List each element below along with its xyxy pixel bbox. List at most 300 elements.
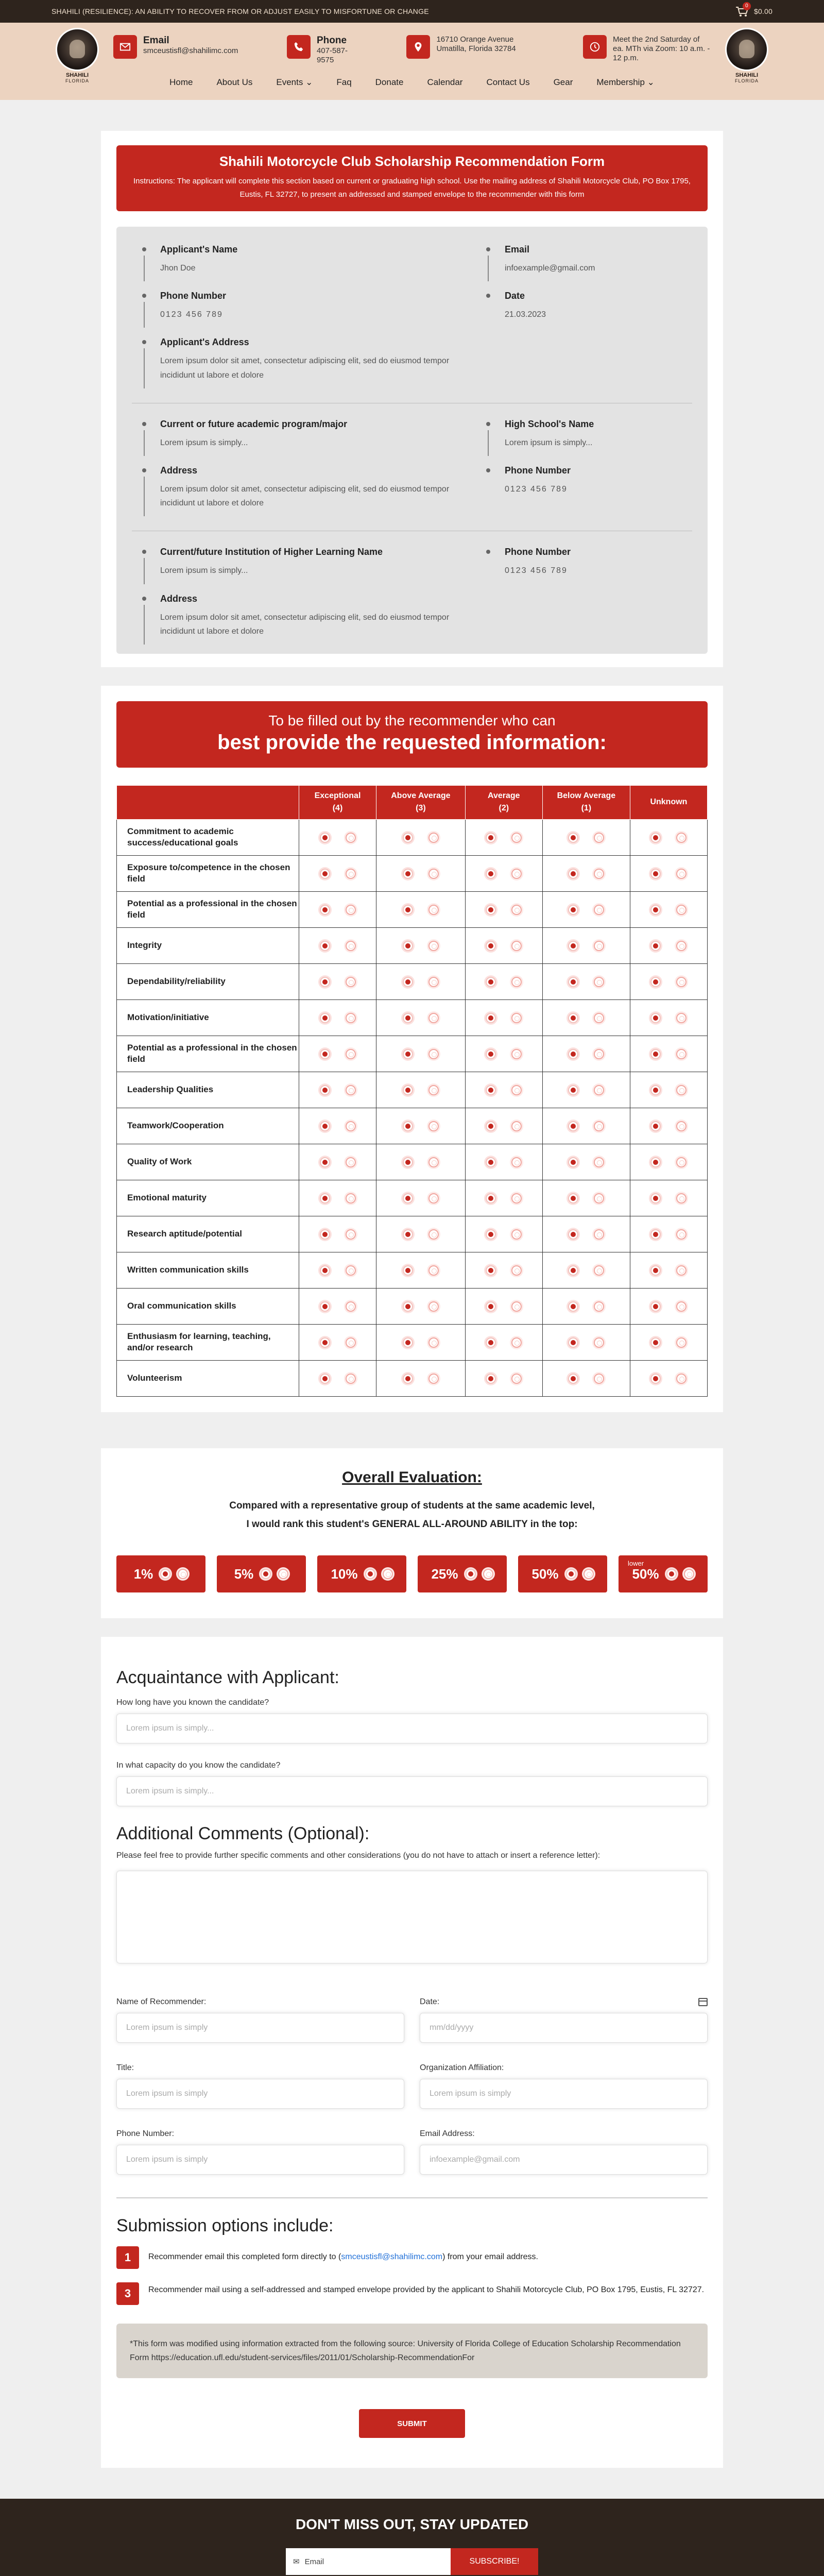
rating-cell [630, 1144, 707, 1180]
radio-unselected[interactable] [594, 1121, 604, 1131]
radio-unselected[interactable] [594, 1013, 604, 1023]
rating-cell [376, 819, 466, 855]
radio-unselected[interactable] [676, 869, 686, 879]
radio-selected[interactable] [568, 1301, 578, 1312]
rating-cell [542, 1288, 630, 1324]
radio-unselected[interactable] [676, 1265, 686, 1276]
top-bar [0, 0, 824, 23]
radio-unselected[interactable] [511, 977, 522, 987]
nav-calendar[interactable]: Calendar [427, 77, 463, 87]
title-input[interactable]: Lorem ipsum is simply [116, 2079, 404, 2109]
radio-unselected[interactable] [583, 1569, 594, 1579]
percentile-10[interactable] [317, 1555, 406, 1592]
radio-unselected[interactable] [511, 905, 522, 915]
radio-unselected[interactable] [511, 1337, 522, 1348]
radio-unselected[interactable] [346, 1374, 356, 1384]
radio-selected[interactable] [650, 1013, 661, 1023]
submit-button[interactable]: SUBMIT [359, 2409, 465, 2438]
radio-selected[interactable] [403, 1049, 413, 1059]
radio-selected[interactable] [320, 1374, 330, 1384]
radio-unselected[interactable] [676, 1229, 686, 1240]
calendar-icon[interactable] [698, 1998, 708, 2006]
rating-cell [376, 927, 466, 963]
rating-cell [465, 1180, 542, 1216]
radio-selected[interactable] [486, 1085, 496, 1095]
col-name: Unknown [650, 798, 688, 807]
field-label: Current or future academic program/major [160, 418, 348, 429]
radio-unselected[interactable] [346, 1049, 356, 1059]
criterion-label: Exposure to/competence in the chosen field [117, 855, 299, 891]
radio-selected[interactable] [568, 1049, 578, 1059]
email-value[interactable]: smceustisfl@shahilimc.com [143, 46, 238, 55]
rating-cell [630, 819, 707, 855]
radio-selected[interactable] [650, 869, 661, 879]
radio-unselected[interactable] [346, 941, 356, 951]
radio-selected[interactable] [650, 977, 661, 987]
radio-unselected[interactable] [594, 1157, 604, 1167]
overall-line2: I would rank this student's GENERAL ALL-AROUND ABILITY in the top: [246, 1518, 578, 1530]
radio-unselected[interactable] [346, 1085, 356, 1095]
header-unknown [630, 785, 707, 819]
radio-unselected[interactable] [676, 1085, 686, 1095]
comments-textarea[interactable] [116, 1871, 708, 1963]
radio-selected[interactable] [486, 1374, 496, 1384]
contact-phone[interactable] [287, 35, 358, 65]
header-exceptional [299, 785, 376, 819]
radio-selected[interactable] [320, 1013, 330, 1023]
rating-cell [299, 1180, 376, 1216]
rating-cell [630, 1180, 707, 1216]
nav-gear[interactable]: Gear [553, 77, 573, 87]
radio-unselected[interactable] [676, 1121, 686, 1131]
skull-logo-icon [725, 28, 768, 71]
nav-donate[interactable]: Donate [375, 77, 404, 87]
site-header [0, 23, 824, 100]
institution-address-field [132, 594, 466, 638]
radio-selected[interactable] [568, 869, 578, 879]
radio-selected[interactable] [650, 1337, 661, 1348]
email-field [486, 244, 692, 275]
nav-events[interactable] [276, 77, 313, 88]
radio-unselected[interactable] [511, 833, 522, 843]
radio-selected[interactable] [650, 1229, 661, 1240]
school-phone-field [486, 465, 692, 496]
radio-selected[interactable] [650, 1301, 661, 1312]
radio-selected[interactable] [403, 1121, 413, 1131]
radio-unselected[interactable] [428, 1085, 439, 1095]
nav-about[interactable]: About Us [216, 77, 253, 87]
criterion-label: Commitment to academic success/educational goals [117, 819, 299, 855]
percentile-lower-50[interactable] [619, 1555, 708, 1592]
date-label: Date: [420, 1997, 440, 2007]
radio-unselected[interactable] [178, 1569, 188, 1579]
radio-unselected[interactable] [346, 1013, 356, 1023]
criterion-label: Enthusiasm for learning, teaching, and/or research [117, 1324, 299, 1360]
recommender-name-input[interactable]: Lorem ipsum is simply [116, 2013, 404, 2043]
rating-cell [465, 999, 542, 1036]
radio-selected[interactable] [568, 977, 578, 987]
rating-cell [465, 1252, 542, 1288]
rating-cell [630, 1252, 707, 1288]
radio-selected[interactable] [466, 1569, 476, 1579]
radio-unselected[interactable] [676, 1013, 686, 1023]
date-label-row [420, 1997, 708, 2007]
logo-right[interactable] [721, 28, 772, 90]
radio-unselected[interactable] [428, 1121, 439, 1131]
radio-unselected[interactable] [346, 1265, 356, 1276]
radio-selected[interactable] [568, 1157, 578, 1167]
radio-unselected[interactable] [511, 1013, 522, 1023]
date-field [486, 291, 692, 321]
radio-unselected[interactable] [428, 869, 439, 879]
radio-selected[interactable] [568, 1121, 578, 1131]
radio-unselected[interactable] [428, 977, 439, 987]
radio-selected[interactable] [320, 1157, 330, 1167]
radio-selected[interactable] [320, 977, 330, 987]
table-row [117, 1324, 708, 1360]
radio-unselected[interactable] [676, 977, 686, 987]
email-placeholder: Email [304, 2557, 324, 2566]
radio-unselected[interactable] [511, 1193, 522, 1204]
radio-selected[interactable] [320, 1265, 330, 1276]
radio-selected[interactable] [486, 1157, 496, 1167]
radio-unselected[interactable] [594, 1337, 604, 1348]
radio-unselected[interactable] [278, 1569, 288, 1579]
cart[interactable] [735, 3, 772, 16]
comments-desc: Please feel free to provide further specific comments and other considerations (you do not have to attach or insert a reference letter): [116, 1851, 600, 1860]
recommender-section [101, 1637, 723, 2468]
radio-unselected[interactable] [346, 1121, 356, 1131]
radio-unselected[interactable] [428, 1229, 439, 1240]
radio-unselected[interactable] [594, 1049, 604, 1059]
radio-unselected[interactable] [428, 1374, 439, 1384]
radio-selected[interactable] [320, 1337, 330, 1348]
table-row [117, 1360, 708, 1396]
capacity-input[interactable]: Lorem ipsum is simply... [116, 1776, 708, 1806]
radio-selected[interactable] [486, 1265, 496, 1276]
radio-selected[interactable] [568, 1085, 578, 1095]
radio-unselected[interactable] [428, 941, 439, 951]
nav-faq[interactable]: Faq [336, 77, 352, 87]
percentile-5[interactable] [217, 1555, 306, 1592]
radio-selected[interactable] [650, 1193, 661, 1204]
radio-unselected[interactable] [511, 869, 522, 879]
field-value: 0123 456 789 [160, 310, 223, 319]
radio-selected[interactable] [486, 1229, 496, 1240]
radio-selected[interactable] [403, 1085, 413, 1095]
radio-selected[interactable] [568, 1229, 578, 1240]
percentile-25[interactable] [418, 1555, 507, 1592]
radio-unselected[interactable] [676, 1374, 686, 1384]
radio-selected[interactable] [486, 905, 496, 915]
percentile-1[interactable] [116, 1555, 205, 1592]
pct-label: 1% [133, 1566, 153, 1582]
radio-selected[interactable] [320, 1301, 330, 1312]
radio-unselected[interactable] [676, 1193, 686, 1204]
radio-selected[interactable] [486, 833, 496, 843]
radio-selected[interactable] [650, 1374, 661, 1384]
radio-unselected[interactable] [346, 1337, 356, 1348]
field-label: Applicant's Name [160, 244, 238, 255]
pct-label: 50% [531, 1566, 559, 1582]
radio-selected[interactable] [486, 1013, 496, 1023]
rating-cell [542, 819, 630, 855]
radio-unselected[interactable] [511, 1374, 522, 1384]
radio-unselected[interactable] [511, 1049, 522, 1059]
radio-selected[interactable] [403, 1301, 413, 1312]
radio-selected[interactable] [403, 1229, 413, 1240]
rating-header-row [117, 785, 708, 819]
radio-selected[interactable] [403, 1374, 413, 1384]
col-score: (3) [416, 804, 426, 813]
radio-unselected[interactable] [511, 1301, 522, 1312]
email-input[interactable]: infoexample@gmail.com [420, 2145, 708, 2175]
radio-selected[interactable] [650, 905, 661, 915]
radio-selected[interactable] [403, 869, 413, 879]
radio-unselected[interactable] [428, 1013, 439, 1023]
radio-selected[interactable] [403, 977, 413, 987]
radio-selected[interactable] [320, 869, 330, 879]
radio-selected[interactable] [160, 1569, 170, 1579]
radio-selected[interactable] [666, 1569, 677, 1579]
radio-selected[interactable] [568, 833, 578, 843]
email-link[interactable]: smceustisfl@shahilimc.com [341, 2252, 443, 2262]
rating-cell [376, 891, 466, 927]
radio-selected[interactable] [320, 1049, 330, 1059]
radio-selected[interactable] [403, 1157, 413, 1167]
radio-unselected[interactable] [594, 1229, 604, 1240]
radio-unselected[interactable] [684, 1569, 694, 1579]
radio-selected[interactable] [568, 1193, 578, 1204]
header-blank [117, 785, 299, 819]
pct-label: 50% [632, 1566, 659, 1582]
radio-selected[interactable] [403, 833, 413, 843]
radio-unselected[interactable] [594, 1374, 604, 1384]
radio-selected[interactable] [486, 869, 496, 879]
radio-selected[interactable] [486, 1337, 496, 1348]
radio-unselected[interactable] [428, 905, 439, 915]
radio-unselected[interactable] [428, 1157, 439, 1167]
radio-selected[interactable] [568, 1337, 578, 1348]
field-value: Lorem ipsum dolor sit amet, consectetur adipiscing elit, sed do eiusmod tempor incididunt ut labore et dolore [160, 484, 450, 508]
rating-cell [376, 1216, 466, 1252]
radio-selected[interactable] [650, 1157, 661, 1167]
radio-selected[interactable] [486, 1193, 496, 1204]
radio-selected[interactable] [320, 1193, 330, 1204]
rating-cell [542, 999, 630, 1036]
radio-selected[interactable] [568, 905, 578, 915]
radio-selected[interactable] [403, 941, 413, 951]
header-average [465, 785, 542, 819]
radio-selected[interactable] [568, 1374, 578, 1384]
radio-selected[interactable] [320, 833, 330, 843]
radio-unselected[interactable] [594, 941, 604, 951]
radio-selected[interactable] [320, 905, 330, 915]
radio-unselected[interactable] [346, 1301, 356, 1312]
radio-unselected[interactable] [346, 977, 356, 987]
radio-unselected[interactable] [346, 869, 356, 879]
form-instructions: Instructions: The applicant will complete this section based on current or graduating high school. Use the mailing address of Shahili Motorcycle Club, PO Box 1795, Eustis, FL 32727, to present an addressed and stamped envelope to the recommender with this form [133, 177, 691, 199]
radio-unselected[interactable] [511, 1121, 522, 1131]
contact-email[interactable] [113, 35, 238, 65]
rating-cell [465, 891, 542, 927]
radio-unselected[interactable] [676, 1049, 686, 1059]
radio-unselected[interactable] [346, 905, 356, 915]
radio-selected[interactable] [568, 1013, 578, 1023]
rating-cell [465, 1360, 542, 1396]
radio-unselected[interactable] [676, 941, 686, 951]
organization-input[interactable]: Lorem ipsum is simply [420, 2079, 708, 2109]
date-input[interactable]: mm/dd/yyyy [420, 2013, 708, 2043]
rating-cell [376, 855, 466, 891]
radio-selected[interactable] [568, 1265, 578, 1276]
logo-sub: FLORIDA [65, 78, 89, 83]
school-block [132, 419, 692, 526]
rating-cell [299, 1216, 376, 1252]
school-address-field [132, 465, 466, 510]
criterion-label: Research aptitude/potential [117, 1216, 299, 1252]
radio-unselected[interactable] [594, 905, 604, 915]
radio-selected[interactable] [566, 1569, 576, 1579]
radio-unselected[interactable] [511, 1229, 522, 1240]
radio-selected[interactable] [486, 1049, 496, 1059]
radio-unselected[interactable] [428, 833, 439, 843]
radio-selected[interactable] [650, 1121, 661, 1131]
radio-selected[interactable] [320, 1229, 330, 1240]
cart-total[interactable]: $0.00 [753, 7, 772, 15]
radio-selected[interactable] [486, 941, 496, 951]
radio-unselected[interactable] [511, 1157, 522, 1167]
radio-unselected[interactable] [676, 905, 686, 915]
radio-selected[interactable] [261, 1569, 271, 1579]
radio-unselected[interactable] [383, 1569, 393, 1579]
col-name: Above Average [391, 791, 451, 801]
phone-value[interactable]: 407-587-9575 [316, 46, 348, 64]
radio-unselected[interactable] [428, 1337, 439, 1348]
nav-membership[interactable] [596, 77, 655, 88]
radio-unselected[interactable] [676, 1157, 686, 1167]
known-duration-input[interactable]: Lorem ipsum is simply... [116, 1714, 708, 1743]
criterion-label: Volunteerism [117, 1360, 299, 1396]
field-value: Lorem ipsum is simply... [160, 438, 248, 447]
percentile-50[interactable] [518, 1555, 607, 1592]
radio-selected[interactable] [486, 1121, 496, 1131]
overall-line1: Compared with a representative group of students at the same academic level, [229, 1500, 595, 1511]
rating-cell [299, 1072, 376, 1108]
nav-contact[interactable]: Contact Us [486, 77, 530, 87]
col-score: (4) [332, 804, 343, 813]
nav-home[interactable]: Home [169, 77, 193, 87]
opt2-text: Recommender mail using a self-addressed and stamped envelope provided by the applicant to Shahili Motorcycle Club, PO Box 1795, Eustis, FL 32727. [148, 2285, 705, 2295]
newsletter-email-input[interactable] [286, 2548, 451, 2575]
rating-cell [465, 1108, 542, 1144]
q2-label: In what capacity do you know the candidate? [116, 1761, 281, 1770]
radio-unselected[interactable] [594, 869, 604, 879]
radio-unselected[interactable] [594, 1265, 604, 1276]
radio-selected[interactable] [403, 1193, 413, 1204]
radio-unselected[interactable] [428, 1265, 439, 1276]
radio-unselected[interactable] [594, 1085, 604, 1095]
radio-unselected[interactable] [511, 1085, 522, 1095]
field-label: Current/future Institution of Higher Learning Name [160, 547, 383, 557]
radio-selected[interactable] [365, 1569, 375, 1579]
rating-cell [299, 855, 376, 891]
radio-selected[interactable] [650, 833, 661, 843]
radio-unselected[interactable] [428, 1301, 439, 1312]
applicant-block [132, 244, 692, 398]
banner-line2: best provide the requested information: [217, 731, 607, 754]
rating-cell [630, 927, 707, 963]
rating-cell [542, 1216, 630, 1252]
radio-unselected[interactable] [594, 1193, 604, 1204]
radio-unselected[interactable] [594, 833, 604, 843]
radio-selected[interactable] [650, 1049, 661, 1059]
radio-selected[interactable] [320, 941, 330, 951]
option-number: 3 [116, 2282, 139, 2305]
radio-unselected[interactable] [346, 1193, 356, 1204]
radio-selected[interactable] [650, 1265, 661, 1276]
radio-unselected[interactable] [594, 1301, 604, 1312]
radio-unselected[interactable] [676, 1337, 686, 1348]
field-value: 0123 456 789 [505, 566, 568, 575]
radio-unselected[interactable] [483, 1569, 493, 1579]
subscribe-button[interactable]: SUBSCRIBE! [451, 2548, 538, 2575]
radio-unselected[interactable] [594, 977, 604, 987]
rating-cell [542, 1108, 630, 1144]
radio-unselected[interactable] [346, 1157, 356, 1167]
field-value: Lorem ipsum is simply... [505, 438, 593, 447]
radio-selected[interactable] [320, 1121, 330, 1131]
nav-events-label[interactable]: Events [276, 77, 303, 87]
contact-address [406, 35, 534, 65]
radio-unselected[interactable] [511, 1265, 522, 1276]
radio-selected[interactable] [486, 1301, 496, 1312]
envelope-icon [113, 35, 137, 59]
phone-input[interactable]: Lorem ipsum is simply [116, 2145, 404, 2175]
radio-selected[interactable] [403, 1337, 413, 1348]
rating-body [117, 819, 708, 1396]
opt1-pre: Recommender email this completed form directly to ( [148, 2252, 341, 2262]
radio-selected[interactable] [650, 941, 661, 951]
radio-selected[interactable] [320, 1085, 330, 1095]
radio-selected[interactable] [650, 1085, 661, 1095]
radio-unselected[interactable] [511, 941, 522, 951]
rating-cell [542, 1072, 630, 1108]
radio-unselected[interactable] [346, 1229, 356, 1240]
criterion-label: Leadership Qualities [117, 1072, 299, 1108]
newsletter-form [0, 2548, 824, 2575]
radio-unselected[interactable] [428, 1193, 439, 1204]
radio-unselected[interactable] [346, 833, 356, 843]
institution-block [132, 547, 692, 643]
radio-selected[interactable] [486, 977, 496, 987]
radio-selected[interactable] [403, 1265, 413, 1276]
radio-selected[interactable] [403, 1013, 413, 1023]
cart-icon[interactable] [735, 3, 749, 16]
nav-membership-label[interactable]: Membership [596, 77, 645, 87]
radio-selected[interactable] [568, 941, 578, 951]
footer [0, 2499, 824, 2576]
table-row [117, 1180, 708, 1216]
radio-selected[interactable] [403, 905, 413, 915]
radio-unselected[interactable] [676, 1301, 686, 1312]
skull-logo-icon [56, 28, 99, 71]
rating-cell [299, 1252, 376, 1288]
applicant-name-field [132, 244, 466, 275]
rating-cell [465, 819, 542, 855]
radio-unselected[interactable] [428, 1049, 439, 1059]
radio-unselected[interactable] [676, 833, 686, 843]
